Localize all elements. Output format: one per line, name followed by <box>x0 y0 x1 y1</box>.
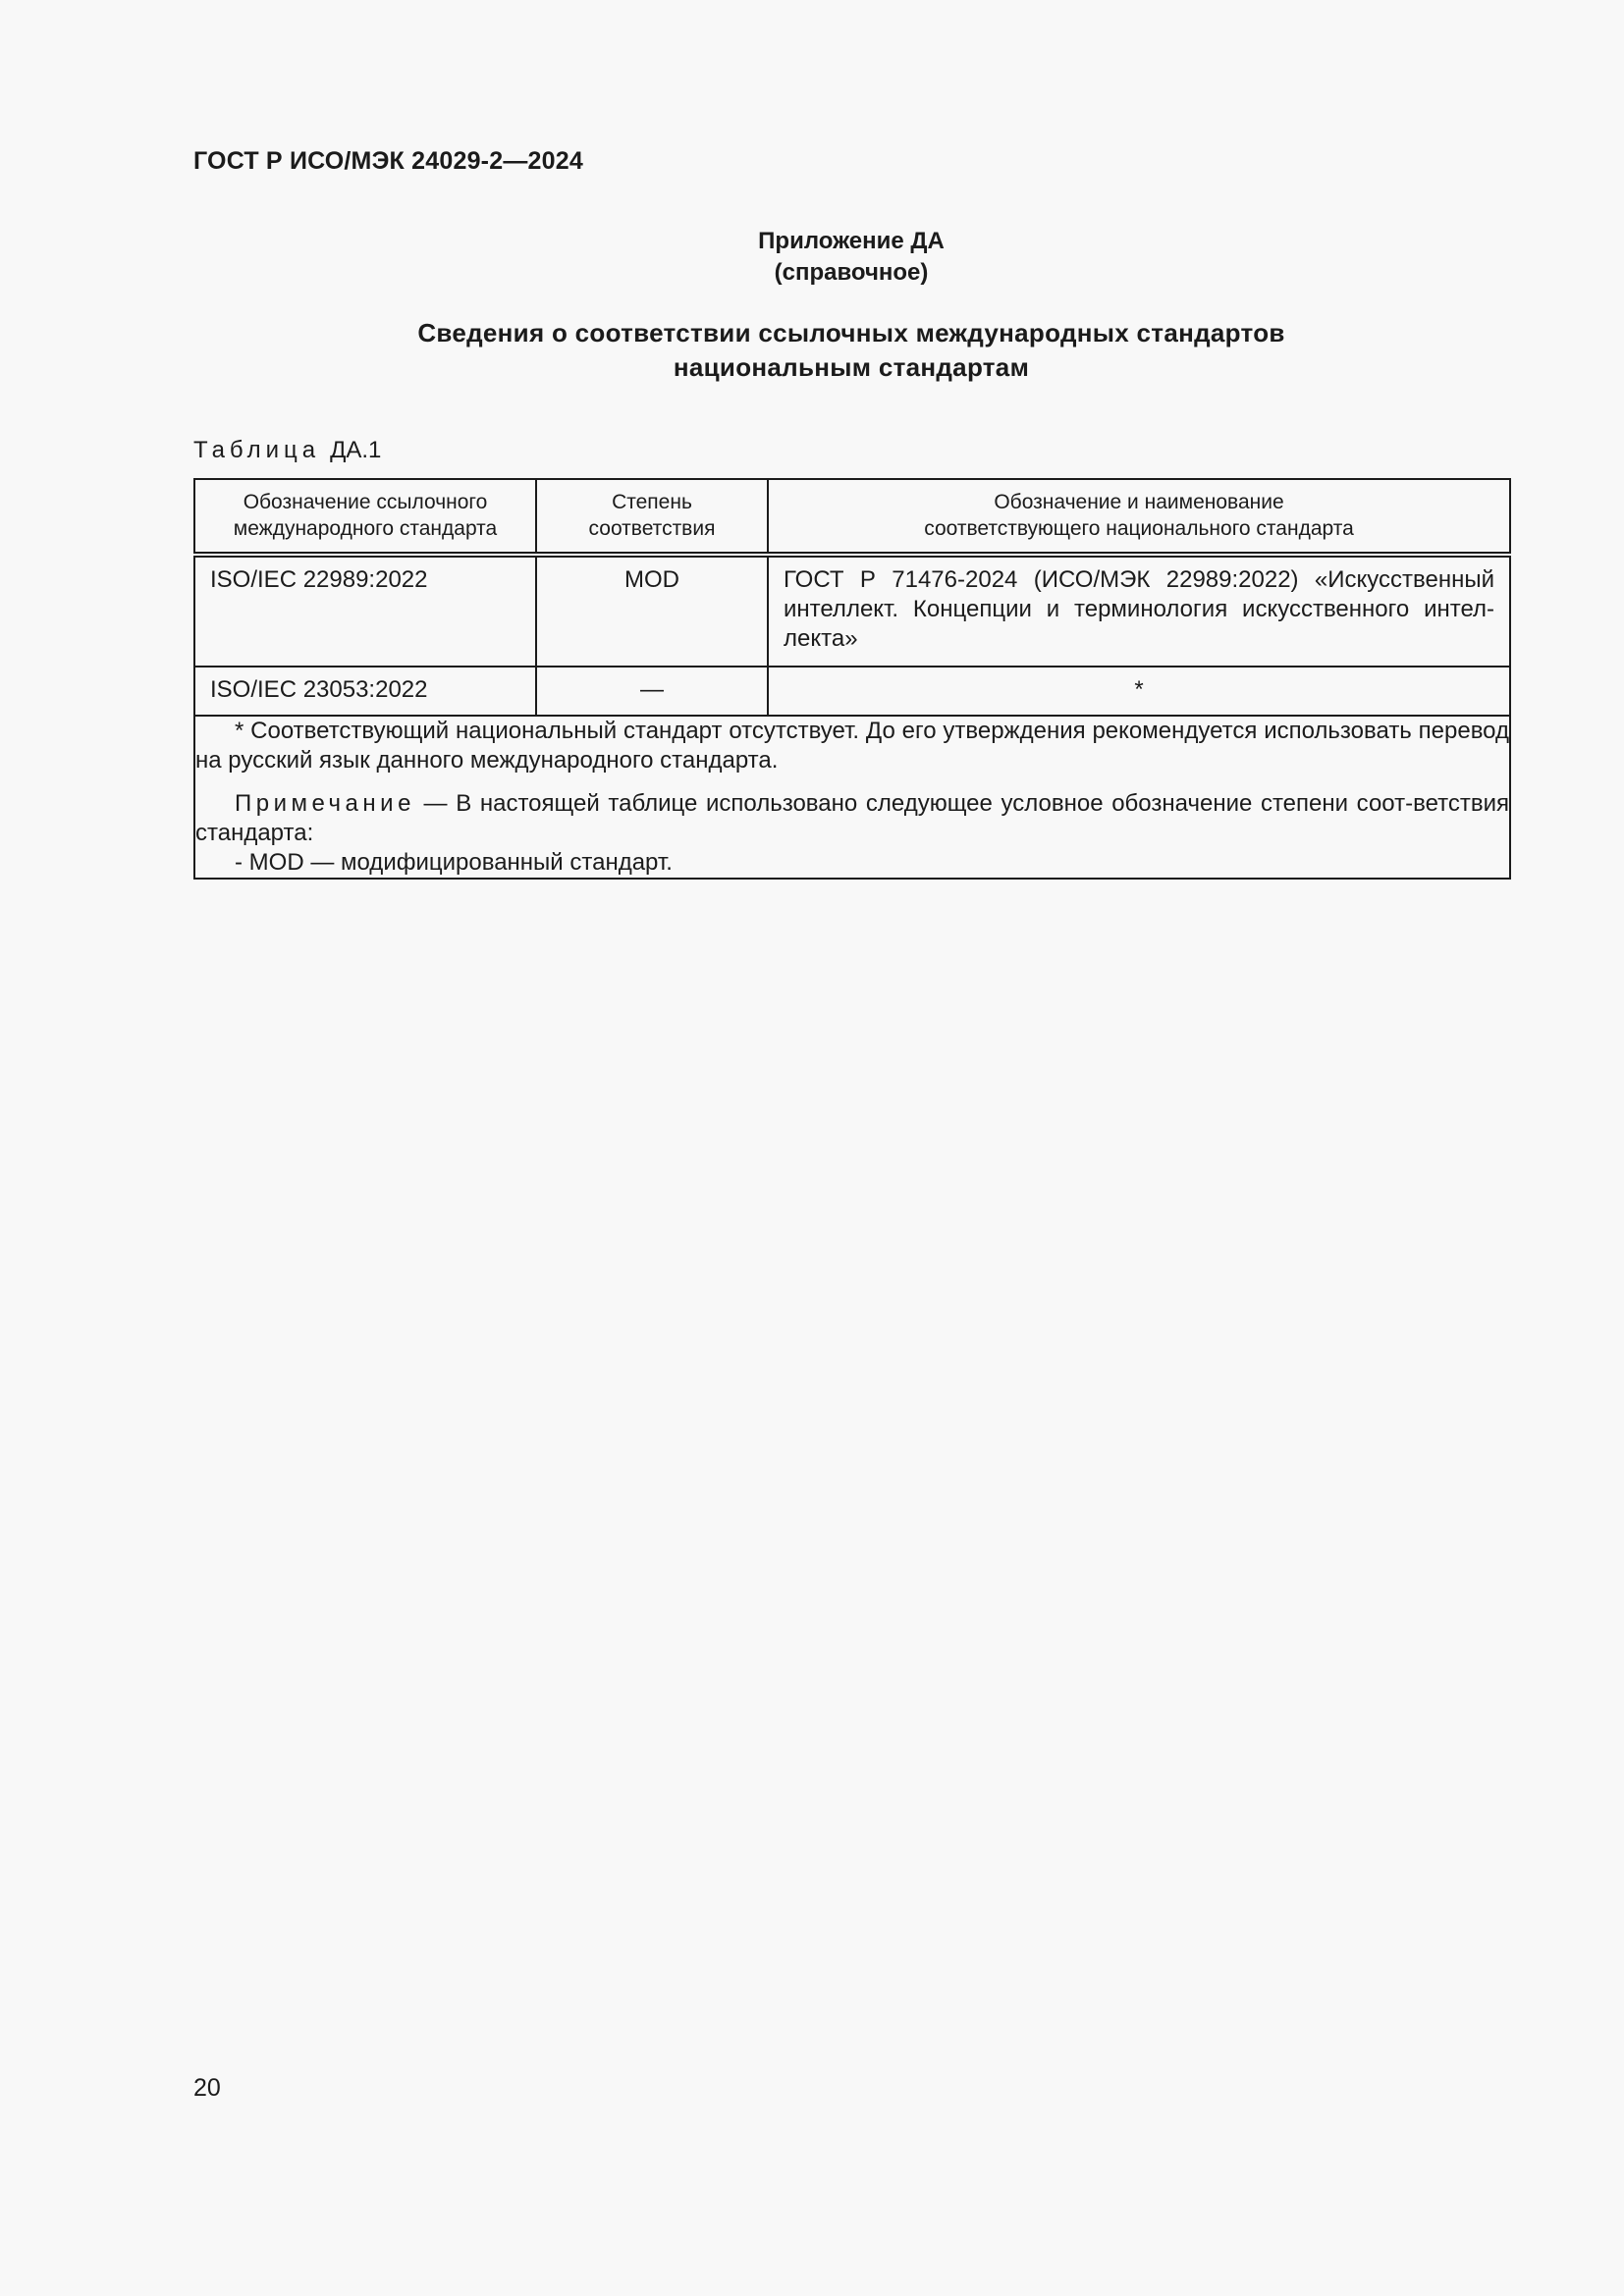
appendix-title: Приложение ДА <box>758 228 945 254</box>
table-caption-id: ДА.1 <box>330 437 382 463</box>
table-footnote-row <box>194 716 1510 879</box>
footnote-text: * Соответствующий национальный стандарт отсутствует. До его утверждения рекомендуется использовать перевод на русский язык данного международного стандарта. <box>195 718 1509 774</box>
table-footnote-cell <box>194 716 1510 879</box>
header-degree-line-2: соответствия <box>588 517 716 540</box>
appendix-subtitle: (справочное) <box>774 259 929 286</box>
header-degree <box>536 479 768 555</box>
section-title <box>193 316 1509 385</box>
header-reference-line-2: международного стандарта <box>233 517 498 540</box>
header-reference-standard <box>194 479 536 555</box>
appendix-heading <box>193 226 1509 289</box>
note-text: — В настоящей таблице использовано следующее условное обозначение степени соот-ветствия стандарта: <box>195 790 1509 846</box>
header-reference-line-1: Обозначение ссылочного <box>243 491 488 513</box>
cell-reference: ISO/IEC 23053:2022 <box>194 667 536 716</box>
table-caption-word: Таблица <box>193 437 321 463</box>
cell-degree: — <box>536 667 768 716</box>
header-national-standard <box>768 479 1510 555</box>
page-number: 20 <box>193 2074 221 2102</box>
section-title-line-1: Сведения о соответствии ссылочных международных стандартов <box>417 318 1285 347</box>
header-national-line-2: соответствующего национального стандарта <box>924 517 1354 540</box>
note-list-item: - MOD — модифицированный стандарт. <box>235 849 673 876</box>
document-designation: ГОСТ Р ИСО/МЭК 24029-2—2024 <box>193 147 583 175</box>
standards-correspondence-table <box>193 478 1511 880</box>
cell-degree: MOD <box>536 555 768 667</box>
section-title-line-2: национальным стандартам <box>673 352 1030 382</box>
note-label: Примечание <box>235 790 415 817</box>
cell-national: ГОСТ Р 71476-2024 (ИСО/МЭК 22989:2022) «Искусственный интеллект. Концепции и терминология искусственного интел-лекта» <box>768 555 1510 667</box>
table-row <box>194 555 1510 667</box>
note-paragraph <box>195 789 1509 848</box>
header-national-line-1: Обозначение и наименование <box>994 491 1284 513</box>
cell-national: * <box>768 667 1510 716</box>
cell-reference: ISO/IEC 22989:2022 <box>194 555 536 667</box>
table-header-row <box>194 479 1510 555</box>
header-degree-line-1: Степень <box>612 491 692 513</box>
table-row <box>194 667 1510 716</box>
table-caption <box>193 437 381 464</box>
